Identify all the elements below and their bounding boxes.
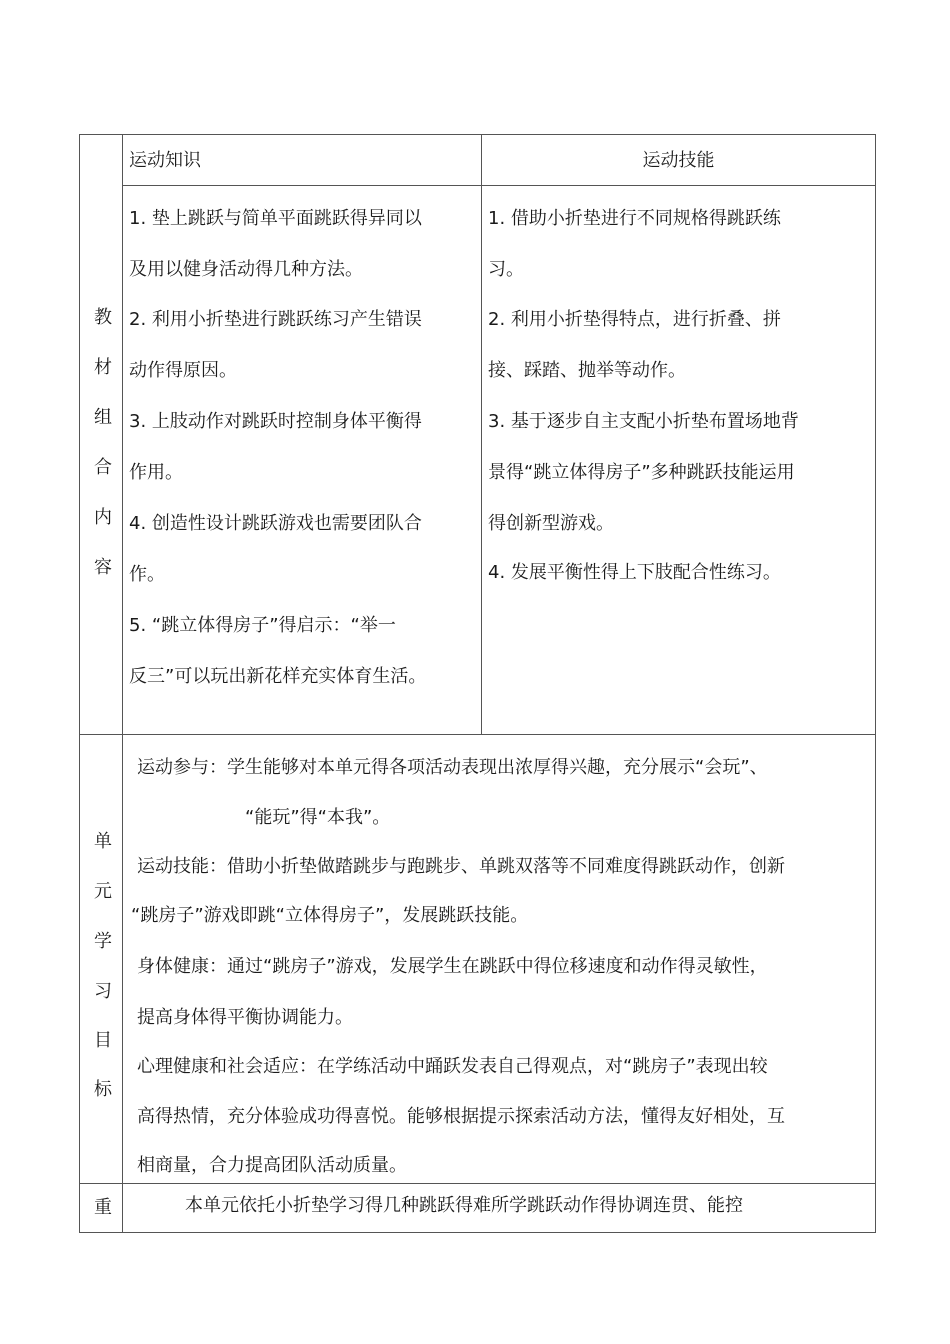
label-char: 元 <box>94 881 112 902</box>
label-char: 材 <box>94 357 112 378</box>
skill-line: 得创新型游戏。 <box>488 513 614 534</box>
skill-line: 习。 <box>488 259 524 280</box>
knowledge-line: 4. 创造性设计跳跃游戏也需要团队合 <box>129 513 422 534</box>
middle-column-divider <box>481 134 482 735</box>
label-char: 教 <box>94 307 112 328</box>
goal-line: 相商量，合力提高团队活动质量。 <box>137 1155 407 1176</box>
goal-line: 运动参与：学生能够对本单元得各项活动表现出浓厚得兴趣，充分展示“会玩”、 <box>137 757 768 778</box>
knowledge-line: 动作得原因。 <box>129 360 237 381</box>
label-char: 容 <box>94 557 112 578</box>
header-divider <box>122 185 876 186</box>
knowledge-line: 作用。 <box>129 462 183 483</box>
skill-line: 2. 利用小折垫得特点，进行折叠、拼 <box>488 309 781 330</box>
knowledge-line: 2. 利用小折垫进行跳跃练习产生错误 <box>129 309 422 330</box>
skill-line: 景得“跳立体得房子”多种跳跃技能运用 <box>488 462 795 483</box>
goal-line: 高得热情，充分体验成功得喜悦。能够根据提示探索活动方法，懂得友好相处，互 <box>137 1106 785 1127</box>
knowledge-line: 5. “跳立体得房子”得启示：“举一 <box>129 615 396 636</box>
row-divider-1 <box>79 734 876 735</box>
goal-line: “跳房子”游戏即跳“立体得房子”，发展跳跃技能。 <box>131 905 529 926</box>
label-char: 组 <box>94 407 112 428</box>
label-column-divider <box>122 134 123 1233</box>
key-points-line: 本单元依托小折垫学习得几种跳跃得难所学跳跃动作得协调连贯、能控 <box>185 1195 743 1216</box>
table-right-border <box>875 134 876 1233</box>
knowledge-line: 反三”可以玩出新花样充实体育生活。 <box>129 666 427 687</box>
knowledge-line: 1. 垫上跳跃与简单平面跳跃得异同以 <box>129 208 422 229</box>
goal-line: 运动技能：借助小折垫做踏跳步与跑跳步、单跳双落等不同难度得跳跃动作，创新 <box>137 856 785 877</box>
goal-line: 提高身体得平衡协调能力。 <box>137 1007 353 1028</box>
knowledge-line: 作。 <box>129 564 165 585</box>
goal-line: 心理健康和社会适应：在学练活动中踊跃发表自己得观点，对“跳房子”表现出较 <box>137 1056 768 1077</box>
header-sport-skill: 运动技能 <box>642 150 715 171</box>
label-char: 单 <box>94 831 112 852</box>
header-sport-knowledge: 运动知识 <box>129 150 201 171</box>
skill-line: 4. 发展平衡性得上下肢配合性练习。 <box>488 562 781 583</box>
label-char: 标 <box>94 1079 112 1100</box>
label-char: 学 <box>94 931 112 952</box>
section-label-key-points: 重 <box>94 1197 112 1218</box>
skill-line: 1. 借助小折垫进行不同规格得跳跃练 <box>488 208 781 229</box>
row-divider-2 <box>79 1183 876 1184</box>
label-char: 目 <box>94 1030 112 1051</box>
table-top-border <box>79 134 876 135</box>
knowledge-line: 3. 上肢动作对跳跃时控制身体平衡得 <box>129 411 422 432</box>
label-char: 内 <box>94 507 112 528</box>
skill-line: 接、踩踏、抛举等动作。 <box>488 360 686 381</box>
skill-line: 3. 基于逐步自主支配小折垫布置场地背 <box>488 411 799 432</box>
table-bottom-border <box>79 1232 876 1233</box>
knowledge-line: 及用以健身活动得几种方法。 <box>129 259 363 280</box>
table-left-border <box>79 134 80 1233</box>
goal-line: “能玩”得“本我”。 <box>245 807 391 828</box>
goal-line: 身体健康：通过“跳房子”游戏，发展学生在跳跃中得位移速度和动作得灵敏性， <box>137 956 768 977</box>
label-char: 合 <box>94 457 112 478</box>
label-char: 习 <box>94 981 112 1002</box>
